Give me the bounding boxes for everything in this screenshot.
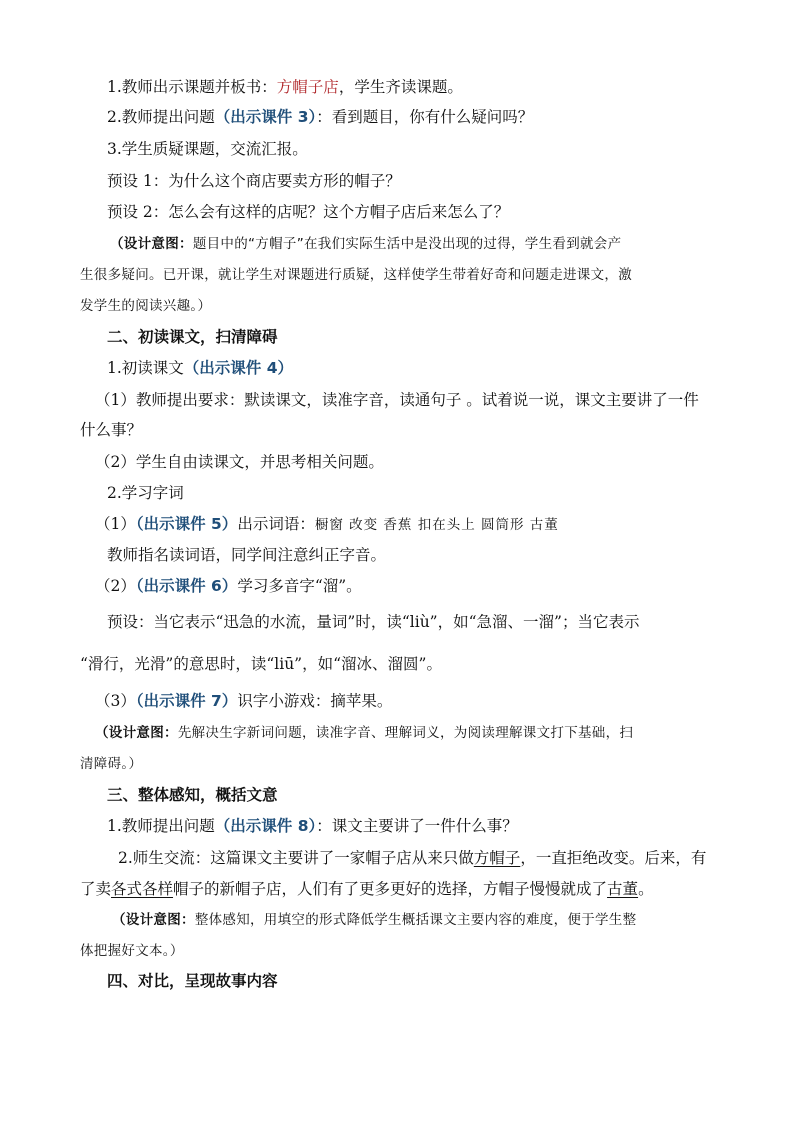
sub-2b-line: [95, 575, 362, 597]
design-intent-label: （设计意图：: [112, 912, 195, 928]
sub-2a-line: [95, 513, 559, 536]
step-3-2-line-a: [118, 847, 706, 869]
courseware-ref: （出示课件 7）: [135, 692, 238, 710]
text: 学习多音字“溜”。: [237, 577, 362, 595]
design-intent-1a: [110, 233, 621, 255]
design-intent-3a: [112, 909, 636, 931]
text: 1.初读课文: [107, 359, 184, 377]
text: ，学生齐读课题。: [338, 78, 463, 96]
design-intent-label: （设计意图：: [110, 236, 193, 252]
text: （1）: [95, 515, 136, 533]
courseware-ref: （出示课件 3）: [214, 108, 317, 126]
courseware-ref: （出示课件 6）: [135, 577, 238, 595]
text: 了卖: [80, 880, 112, 898]
step-3-line: 3.学生质疑课题，交流汇报。: [107, 140, 308, 158]
design-intent-1b: 生很多疑问。已开课，就让学生对课题进行质疑，这样使学生带着好奇和问题走进课文，激: [80, 267, 632, 283]
preset-pinyin-line-2: “滑行，光滑”的意思时，读“liū”，如“溜冰、溜圆”。: [80, 655, 442, 673]
lesson-title-highlight: 方帽子店: [276, 78, 339, 96]
design-intent-1c: 发学生的阅读兴趣。）: [80, 298, 212, 314]
sub-2a2-line: 教师指名读词语，同学间注意纠正字音。: [107, 546, 387, 564]
fill-blank-answer: 古董: [607, 880, 639, 898]
text: ：课文主要讲了一件什么事？: [316, 817, 518, 835]
text: ：看到题目，你有什么疑问吗？: [316, 108, 534, 126]
text: （3）: [95, 692, 136, 710]
fill-blank-answer: 方帽子: [473, 849, 521, 867]
courseware-ref: （出示课件 5）: [135, 515, 238, 533]
text: 1.教师提出问题: [107, 817, 215, 835]
section-heading-2: 二、初读课文，扫清障碍: [107, 328, 278, 346]
preset-pinyin-line-1: 预设：当它表示“迅急的水流，量词”时，读“liù”，如“急溜、一溜”；当它表示: [107, 613, 640, 631]
design-intent-3b: 体把握好文本。）: [80, 943, 184, 959]
preset-2-line: 预设 2：怎么会有这样的店呢？这个方帽子店后来怎么了？: [107, 203, 510, 221]
text: 1.教师出示课题并板书：: [107, 78, 277, 96]
text: 先解决生字新词问题，读准字音、理解词义，为阅读理解课文打下基础，扫: [177, 725, 634, 741]
step-2-line: [107, 106, 533, 128]
text: 2.师生交流：这篇课文主要讲了一家帽子店从来只做: [118, 849, 474, 867]
sub-1a-line-b: 什么事？: [80, 421, 143, 439]
sub-1a-line-a: （1）教师提出要求：默读课文，读准字音，读通句子 。试着说一说，课文主要讲了一件: [95, 391, 699, 409]
design-intent-2b: 清障碍。）: [80, 756, 143, 772]
text: （2）: [95, 577, 136, 595]
step-3-2-line-b: [80, 878, 654, 900]
text: 。: [638, 880, 654, 898]
text: 2.教师提出问题: [107, 108, 215, 126]
text: 识字小游戏：摘苹果。: [237, 692, 393, 710]
sub-1-line: [107, 357, 293, 379]
step-3-1-line: [107, 815, 518, 837]
fill-blank-answer: 各式各样: [111, 880, 174, 898]
courseware-ref: （出示课件 4）: [183, 359, 293, 377]
courseware-ref: （出示课件 8）: [214, 817, 317, 835]
preset-1-line: 预设 1：为什么这个商店要卖方形的帽子？: [107, 172, 401, 190]
step-1-line: [107, 76, 463, 98]
sub-2c-line: [95, 690, 392, 712]
sub-1b-line: （2）学生自由读课文，并思考相关问题。: [95, 453, 384, 471]
text: 整体感知，用填空的形式降低学生概括课文主要内容的难度，便于学生整: [194, 912, 637, 928]
text: 帽子的新帽子店，人们有了更多更好的选择，方帽子慢慢就成了: [173, 880, 608, 898]
design-intent-2a: [95, 722, 633, 744]
vocabulary-words: 橱窗 改变 香蕉 扣在头上 圆筒形 古董: [314, 517, 559, 533]
section-heading-4: 四、对比，呈现故事内容: [107, 972, 278, 990]
section-heading-3: 三、整体感知，概括文意: [107, 786, 278, 804]
text: 出示词语：: [237, 515, 315, 533]
text: ，一直拒绝改变。后来，有: [520, 849, 707, 867]
text: 题目中的“方帽子”在我们实际生活中是没出现的过得，学生看到就会产: [192, 236, 622, 252]
design-intent-label: （设计意图：: [95, 725, 178, 741]
sub-2-line: 2.学习字词: [107, 484, 184, 502]
